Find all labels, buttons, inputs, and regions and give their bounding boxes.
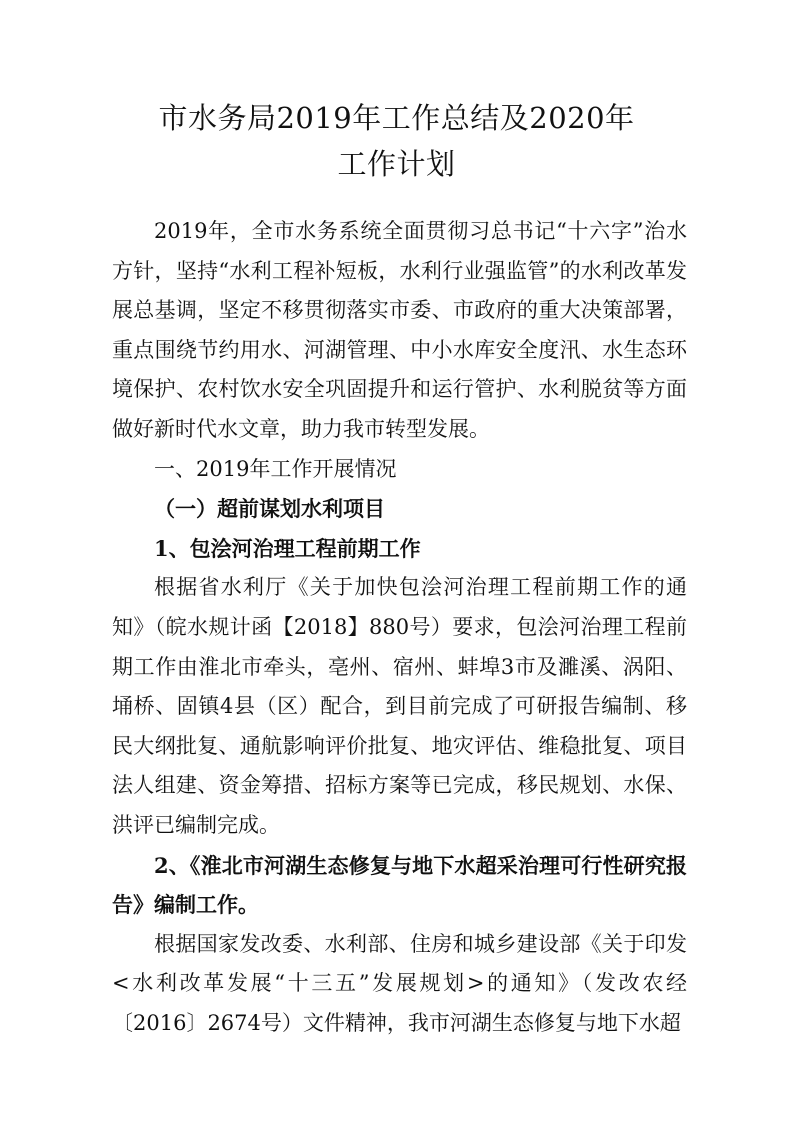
item-paragraph-1: 根据省水利厅《关于加快包浍河治理工程前期工作的通知》（皖水规计函【2018】880号）要求，包浍河治理工程前期工作由淮北市牵头，亳州、宿州、蚌埠3市及濉溪、涡阳、埇桥、固镇4县（区）配合，到目前完成了可研报告编制、移民大纲批复、通航影响评价批复、地灾评估、维稳批复、项目法人组建、资金筹措、招标方案等已完成，移民规划、水保、洪评已编制完成。: [112, 575, 687, 837]
intro-paragraph: 2019年，全市水务系统全面贯彻习总书记“十六字”治水方针，坚持“水利工程补短板，水利行业强监管”的水利改革发展总基调，坚定不移贯彻落实市委、市政府的重大决策部署，重点围绕节约用水、河湖管理、中小水库安全度汛、水生态环境保护、农村饮水安全巩固提升和运行管护、水利脱贫等方面做好新时代水文章，助力我市转型发展。: [112, 219, 687, 441]
section-heading-1: 一、2019年工作开展情况: [154, 456, 397, 481]
item-heading-2: 2、《淮北市河湖生态修复与地下水超采治理可行性研究报告》编制工作。: [112, 852, 687, 918]
item-paragraph-2: 根据国家发改委、水利部、住房和城乡建设部《关于印发<水利改革发展“十三五”发展规划>的通知》（发改农经〔2016〕2674号）文件精神，我市河湖生态修复与地下水超: [112, 931, 687, 1035]
document-title-line1: 市水务局2019年工作总结及2020年: [158, 101, 635, 135]
document-title-line2: 工作计划: [337, 147, 456, 181]
item-heading-1: 1、包浍河治理工程前期工作: [154, 535, 421, 561]
subsection-heading-1: （一）超前谋划水利项目: [154, 496, 385, 522]
document-body: [112, 212, 687, 1043]
